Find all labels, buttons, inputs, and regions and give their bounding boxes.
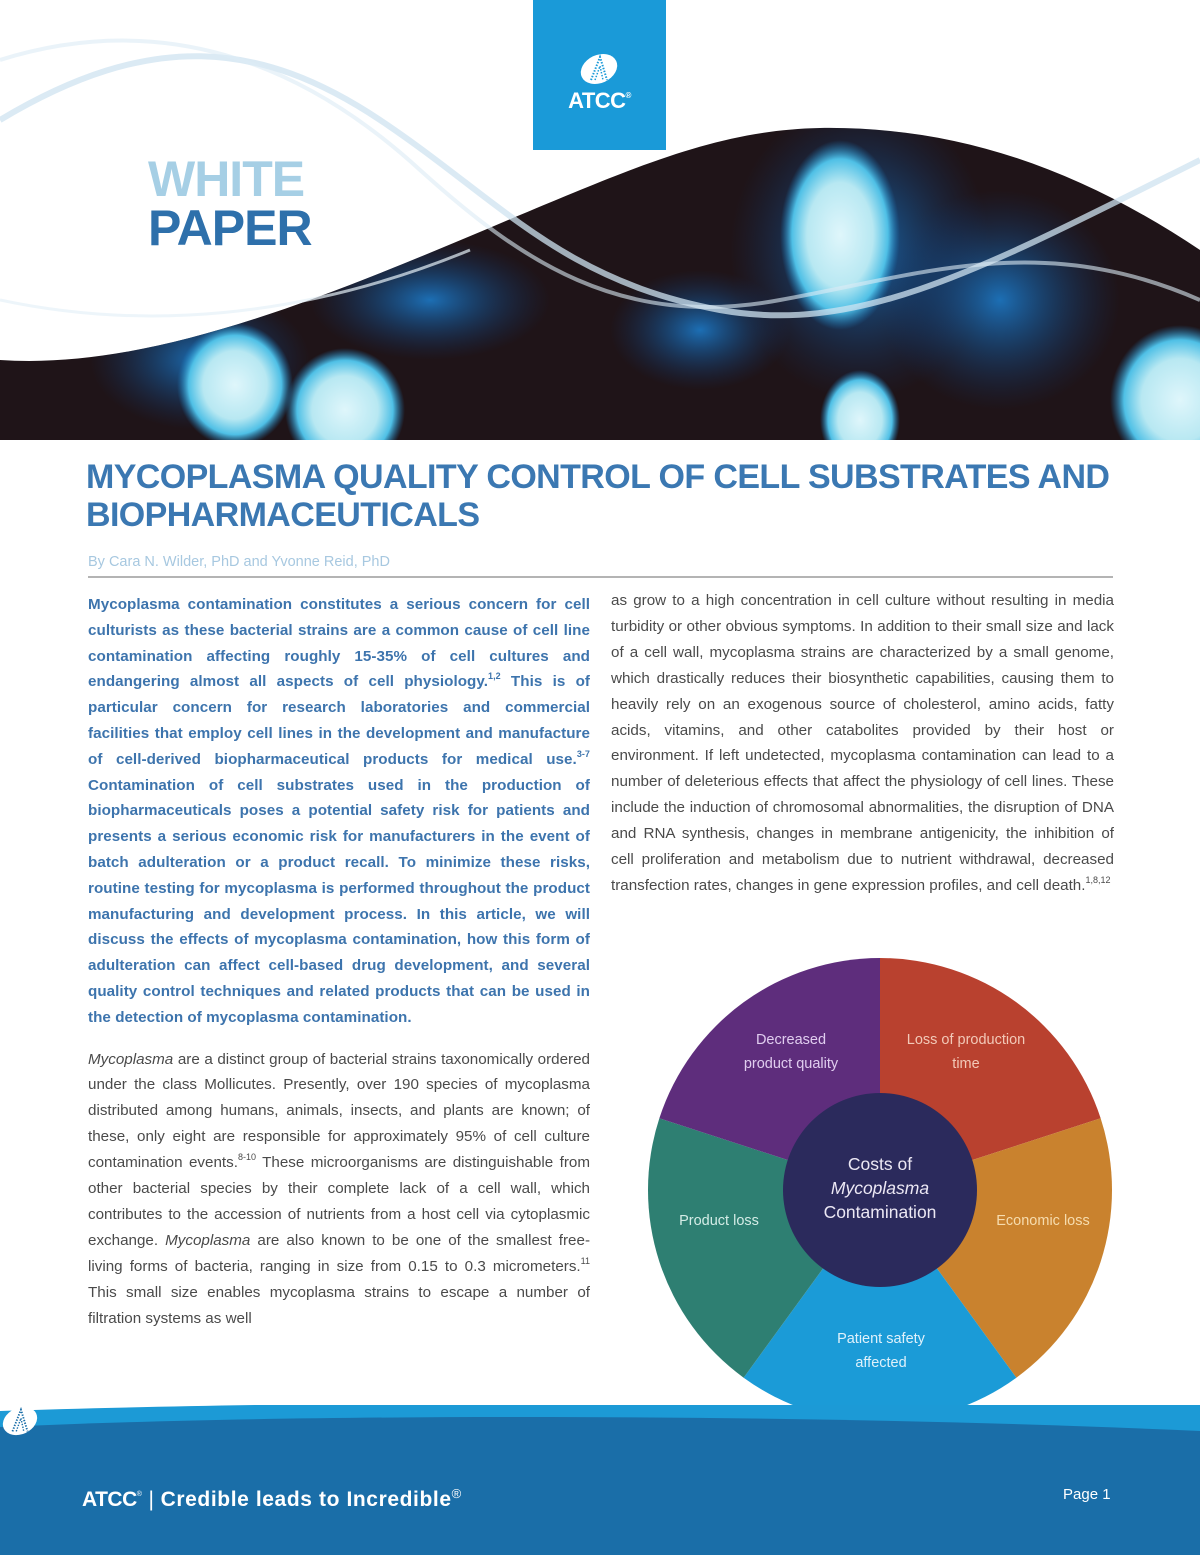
body-text: This small size enables mycoplasma strains to escape a number of filtration systems as well xyxy=(88,1283,590,1327)
center-label-line: Contamination xyxy=(823,1202,937,1222)
diagram-center-label xyxy=(780,1152,980,1224)
lead-text-3: Contamination of cell substrates used in the production of biopharmaceuticals poses a potential safety risk for patients and presents a serious economic risk for manufacturers in the event of batch adulteration or a product recall. To minimize these risks, routine testing for mycoplasma is performed throughout the product manufacturing and development process. In this article, we will discuss the effects of mycoplasma contamination, how this form of adulteration can affect cell-based drug development, and several quality control techniques and related products that can be used in the detection of mycoplasma contamination. xyxy=(88,776,590,1026)
registered-mark: ® xyxy=(136,1491,143,1498)
lead-text-1: Mycoplasma contamination constitutes a serious concern for cell culturists as these bacterial strains are a common cause of cell line contamination affecting roughly 15-35% of cell cultures and endangering almost all aspects of cell physiology. xyxy=(88,596,590,691)
segment-label-line: product quality xyxy=(743,1056,839,1072)
white-paper-label-line1: WHITE xyxy=(148,151,305,207)
page-title: MYCOPLASMA QUALITY CONTROL OF CELL SUBSTRATES AND BIOPHARMACEUTICALS xyxy=(86,458,1110,534)
citation: 1,8,12 xyxy=(1085,874,1111,885)
brand-name-text: ATCC xyxy=(568,88,626,113)
species-name: Mycoplasma xyxy=(88,1050,174,1068)
citation: 11 xyxy=(580,1255,590,1266)
citation: 1,2 xyxy=(488,671,501,682)
right-column xyxy=(611,588,1114,899)
lead-paragraph xyxy=(88,592,590,1031)
species-name: Mycoplasma xyxy=(165,1231,251,1249)
footer-separator: | xyxy=(148,1488,155,1511)
segment-label-line: Product loss xyxy=(679,1213,759,1229)
center-label-line: Costs of xyxy=(847,1154,913,1174)
segment-label-product-loss xyxy=(634,1209,804,1233)
footer xyxy=(0,1405,1200,1555)
body-text: are also known to be one of the smallest free-living forms of bacteria, ranging in size from 0.15 to 0.3 micrometers. xyxy=(88,1231,591,1275)
segment-label-patient-safety-affected xyxy=(796,1327,966,1375)
hero-banner xyxy=(0,0,1200,440)
body-text: These microorganisms are distinguishable from other bacterial species by their complete lack of a cell wall, which contributes to the accession of nutrients from a host cell via cytoplasmic exchange. xyxy=(88,1154,590,1249)
lead-text-2: This is of particular concern for research laboratories and commercial facilities that employ cell lines in the development and manufacture of cell-derived biopharmaceutical products for medical use. xyxy=(88,673,591,768)
brand-tab xyxy=(533,0,666,150)
citation: 3-7 xyxy=(576,748,590,759)
segment-label-line: Loss of production xyxy=(906,1032,1026,1048)
costs-diagram xyxy=(640,950,1120,1430)
segment-label-line: Decreased xyxy=(755,1032,827,1048)
body-text: as grow to a high concentration in cell culture without resulting in media turbidity or other obvious symptoms. In addition to their small size and lack of a cell wall, mycoplasma strains are characterized by a small genome, which drastically reduces their biosynthetic capabilities, causing them to heavily rely on an exogenous source of cholesterol, amino acids, fatty acids, vitamins, and other catabolites provided by their host or environment. If left undetected, mycoplasma contamination can lead to a number of deleterious effects that affect the physiology of cell lines. These include the induction of chromosomal abnormalities, the disruption of DNA and RNA synthesis, changes in membrane antigenicity, the inhibition of cell proliferation and metabolism due to nutrient withdrawal, decreased transfection rates, changes in gene expression profiles, and cell death. xyxy=(611,592,1114,894)
citation: 8-10 xyxy=(237,1152,256,1163)
footer-slogan: Credible leads to Incredible xyxy=(160,1488,452,1511)
registered-mark: ® xyxy=(625,91,631,100)
page-number: Page 1 xyxy=(1063,1486,1111,1503)
byline: By Cara N. Wilder, PhD and Yvonne Reid, PhD xyxy=(88,554,390,570)
brand-name xyxy=(533,88,666,114)
left-column xyxy=(88,592,590,1332)
segment-label-line: Patient safety xyxy=(837,1331,925,1347)
white-paper-label-line2: PAPER xyxy=(148,200,312,256)
body-paragraph xyxy=(88,1047,590,1332)
title-divider xyxy=(88,576,1113,578)
segment-label-economic-loss xyxy=(958,1209,1128,1233)
registered-mark: ® xyxy=(451,1486,462,1501)
center-label-line: Mycoplasma xyxy=(830,1178,930,1198)
body-paragraph xyxy=(611,588,1114,899)
segment-label-line: Economic loss xyxy=(996,1213,1090,1229)
segment-label-loss-of-production-time xyxy=(881,1028,1051,1076)
segment-label-decreased-product-quality xyxy=(706,1028,876,1076)
segment-label-line: time xyxy=(952,1056,980,1072)
segment-label-line: affected xyxy=(855,1355,907,1371)
atcc-logo-icon xyxy=(578,52,620,86)
footer-tagline xyxy=(82,1486,462,1512)
footer-brand: ATCC xyxy=(82,1488,137,1511)
footer-band xyxy=(0,1405,1200,1555)
body-text: are a distinct group of bacterial strains taxonomically ordered under the class Mollicutes. Presently, over 190 species of mycoplasma distributed among humans, animals, insects, and plants are known; of these, only eight are responsible for approximately 95% of cell culture contamination events. xyxy=(88,1050,590,1172)
atcc-logo-icon xyxy=(0,1405,40,1437)
